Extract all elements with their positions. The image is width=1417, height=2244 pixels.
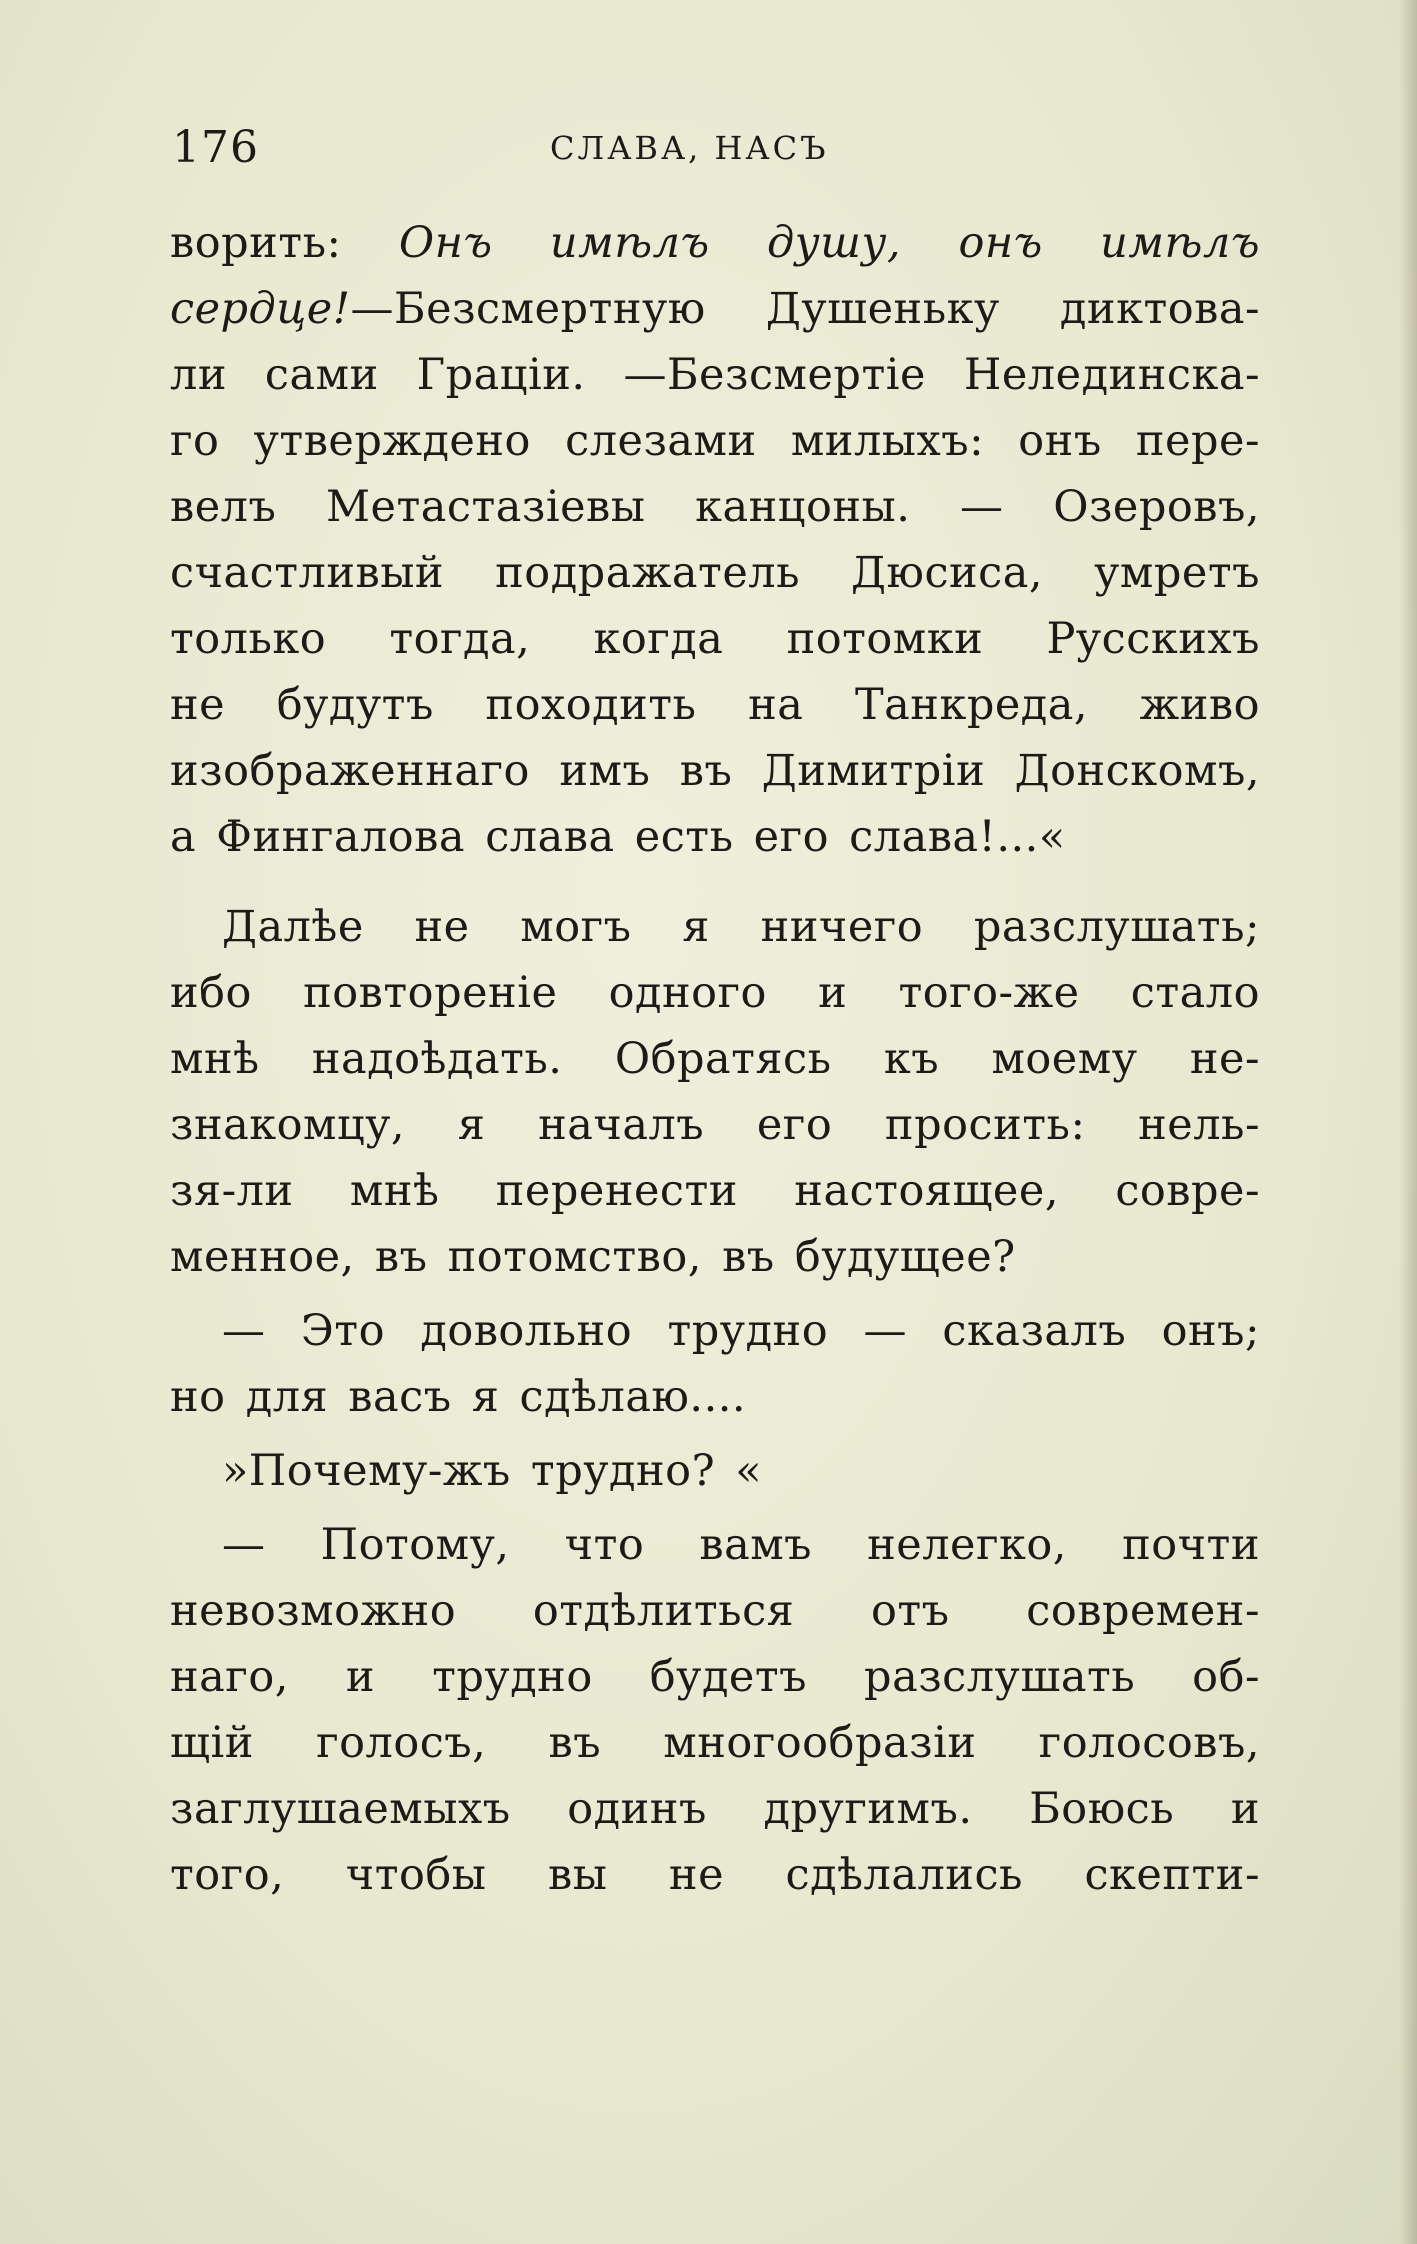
body-text — [170, 210, 1260, 1908]
running-title: СЛАВА, НАСЪ — [550, 129, 829, 167]
text-line — [170, 210, 1260, 276]
page-header — [170, 118, 1260, 178]
text-line: счастливый подражатель Дюсиса, умретъ — [170, 548, 1260, 598]
text-line: велъ Метастазіевы канцоны. — Озеровъ, — [170, 482, 1260, 532]
paragraph-gap — [170, 1430, 1260, 1438]
paragraph-gap — [170, 1290, 1260, 1298]
line-text: —Безсмертную Душеньку диктова- — [350, 284, 1260, 334]
text-line: »Почему-жъ трудно? « — [222, 1446, 763, 1496]
text-line: ли сами Граціи. —Безсмертіе Нелединска- — [170, 350, 1260, 400]
text-line: знакомцу, я началъ его просить: нель- — [170, 1100, 1260, 1150]
paragraph-gap — [170, 1504, 1260, 1512]
line-text: ворить: — [170, 218, 399, 268]
italic-quote: сердце! — [170, 284, 351, 334]
text-line: — Это довольно трудно — сказалъ онъ; — [222, 1306, 1260, 1356]
text-line: а Фингалова слава есть его слава!...« — [170, 812, 1066, 862]
text-line: мнѣ надоѣдать. Обратясь къ моему не- — [170, 1034, 1260, 1084]
text-line: — Потому, что вамъ нелегко, почти — [222, 1520, 1260, 1570]
paragraph-gap — [170, 870, 1260, 894]
page-number: 176 — [172, 122, 259, 173]
text-line: только тогда, когда потомки Русскихъ — [170, 614, 1260, 664]
page-edge-shadow — [1399, 0, 1417, 2244]
text-line: изображеннаго имъ въ Димитріи Донскомъ, — [170, 746, 1260, 796]
text-line: ибо повтореніе одного и того-же стало — [170, 968, 1260, 1018]
text-line — [170, 276, 1260, 342]
italic-quote: Онъ имѣлъ душу, онъ имѣлъ — [398, 218, 1260, 268]
text-line: невозможно отдѣлиться отъ современ- — [170, 1586, 1260, 1636]
text-line: того, чтобы вы не сдѣлались скепти- — [170, 1850, 1260, 1900]
text-line: Далѣе не могъ я ничего разслушать; — [222, 902, 1260, 952]
text-line: заглушаемыхъ одинъ другимъ. Боюсь и — [170, 1784, 1260, 1834]
text-line: го утверждено слезами милыхъ: онъ пере- — [170, 416, 1260, 466]
text-line: не будутъ походить на Танкреда, живо — [170, 680, 1260, 730]
text-line: менное, въ потомство, въ будущее? — [170, 1232, 1016, 1282]
text-line: щій голосъ, въ многообразіи голосовъ, — [170, 1718, 1260, 1768]
text-line: наго, и трудно будетъ разслушать об- — [170, 1652, 1260, 1702]
text-line: но для васъ я сдѣлаю.... — [170, 1372, 747, 1422]
text-line: зя-ли мнѣ перенести настоящее, совре- — [170, 1166, 1260, 1216]
